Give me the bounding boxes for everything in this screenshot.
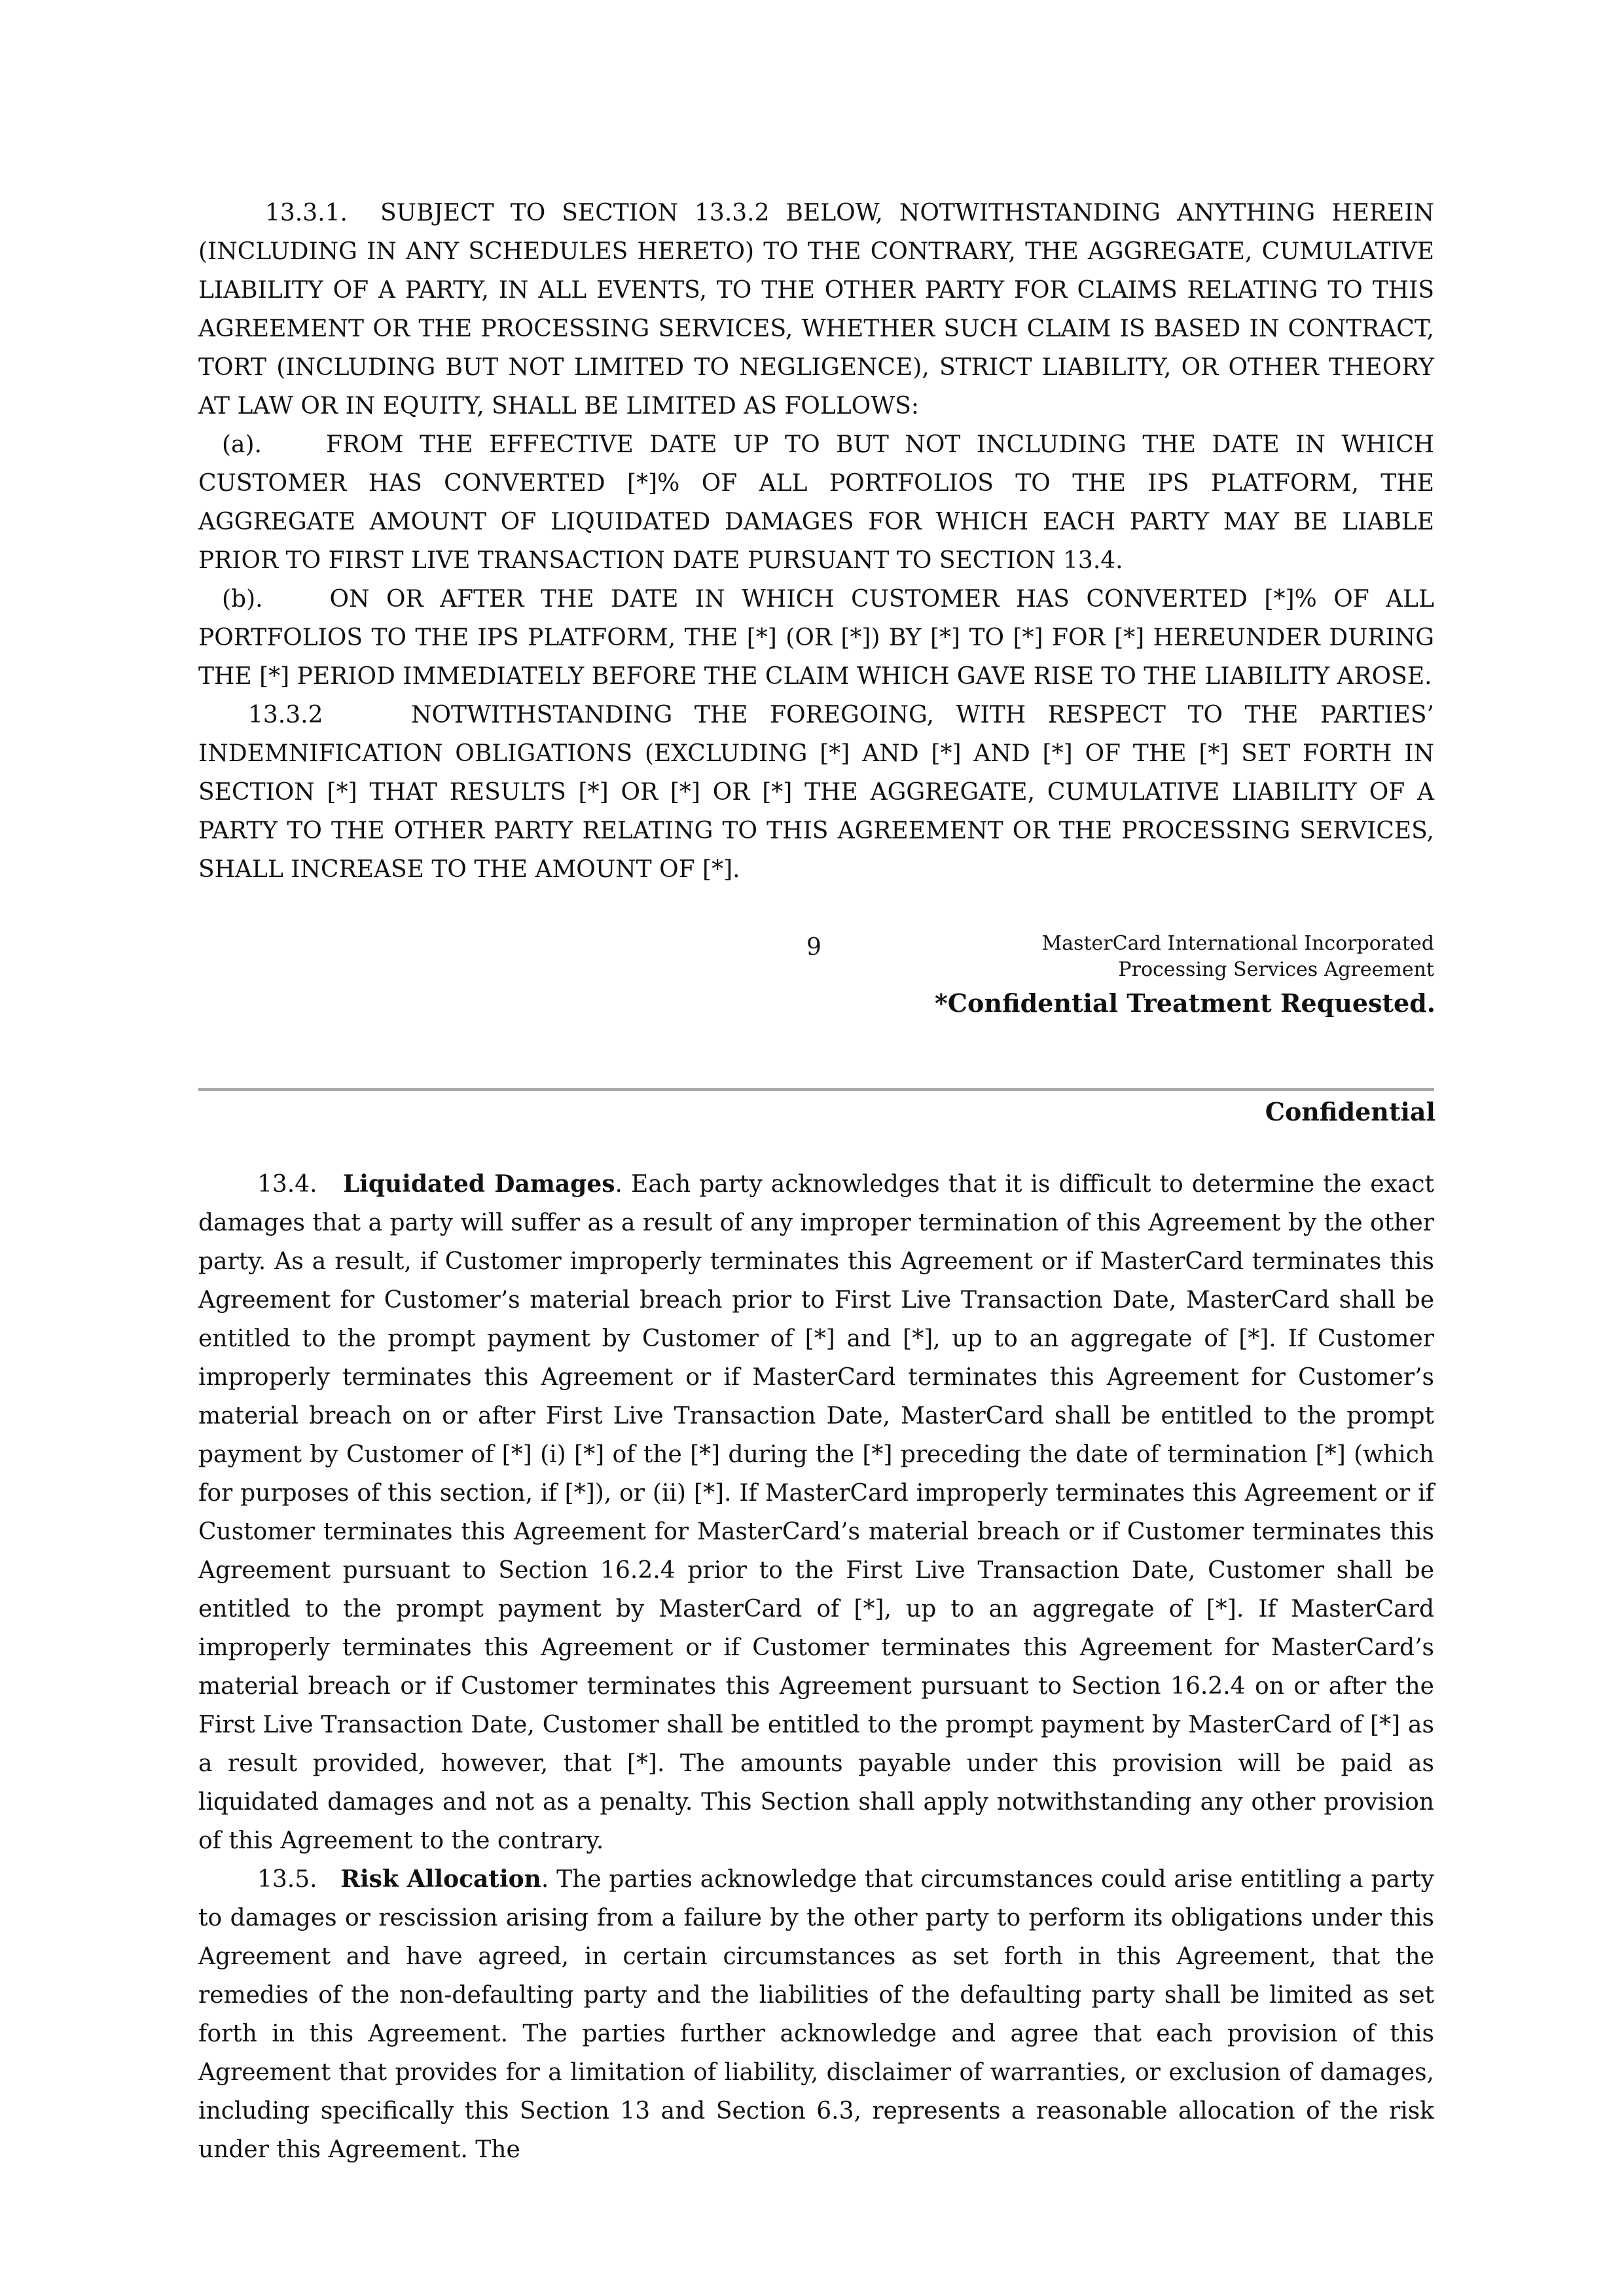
paragraph-text: . Each party acknowledges that it is difficult to determine the exact damages that a party will suffer as a result of any improper termination of this Agreement by the other party. As a result, if Customer improperly terminates this Agreement or if MasterCard terminates this Agreement for Customer’s material breach prior to First Live Transaction Date, MasterCard shall be entitled to the prompt payment by Customer of [*] and [*], up to an aggregate of [*]. If Customer improperly terminates this Agreement or if MasterCard terminates this Agreement for Customer’s material breach on or after First Live Transaction Date, MasterCard shall be entitled to the prompt payment by Customer of [*] (i) [*] of the [*] during the [*] preceding the date of termination [*] (which for purposes of this section, if [*]), or (ii) [*]. If MasterCard improperly terminates this Agreement or if Customer terminates this Agreement for MasterCard’s material breach or if Customer terminates this Agreement pursuant to Section 16.2.4 prior to the First Live Transaction Date, Customer shall be entitled to the prompt payment by MasterCard of [*], up to an aggregate of [*]. If MasterCard improperly terminates this Agreement or if Customer terminates this Agreement for MasterCard’s material breach or if Customer terminates this Agreement pursuant to Section 16.2.4 on or after the First Live Transaction Date, Customer shall be entitled to the prompt payment by MasterCard of [*] as a result provided, however, that [*]. The amounts payable under this provision will be paid as liquidated damages and not as a penalty. This Section shall apply notwithstanding any other provision of this Agreement to the contrary.	[198, 1171, 1434, 1854]
paragraph-text: SUBJECT TO SECTION 13.3.2 BELOW, NOTWITHSTANDING ANYTHING HEREIN (INCLUDING IN ANY SCHEDULES HERETO) TO THE CONTRARY, THE AGGREGATE, CUMULATIVE LIABILITY OF A PARTY, IN ALL EVENTS, TO THE OTHER PARTY FOR CLAIMS RELATING TO THIS AGREEMENT OR THE PROCESSING SERVICES, WHETHER SUCH CLAIM IS BASED IN CONTRACT, TORT (INCLUDING BUT NOT LIMITED TO NEGLIGENCE), STRICT LIABILITY, OR OTHER THEORY AT LAW OR IN EQUITY, SHALL BE LIMITED AS FOLLOWS:	[198, 200, 1434, 420]
paragraph-text: . The parties acknowledge that circumstances could arise entitling a party to damages or rescission arising from a failure by the other party to perform its obligations under this Agreement and have agreed, in certain circumstances as set forth in this Agreement, that the remedies of the non-defaulting party and the liabilities of the defaulting party shall be limited as set forth in this Agreement. The parties further acknowledge and agree that each provision of this Agreement that provides for a limitation of liability, disclaimer of warranties, or exclusion of damages, including specifically this Section 13 and Section 6.3, represents a reasonable allocation of the risk under this Agreement. The	[198, 1866, 1434, 2163]
page-number: 9	[806, 934, 821, 961]
footer-company-block	[1041, 931, 1434, 983]
section-title: Liquidated Damages	[342, 1170, 615, 1198]
subsection-label: (a).	[222, 431, 262, 458]
section-number: 13.5.	[257, 1866, 317, 1893]
subsection-label: (b).	[222, 586, 263, 613]
footer-agreement: Processing Services Agreement	[1118, 958, 1434, 981]
section-title: Risk Allocation	[340, 1865, 541, 1893]
section-number: 13.3.1.	[265, 200, 348, 226]
paragraph-text: NOTWITHSTANDING THE FOREGOING, WITH RESPECT TO THE PARTIES’ INDEMNIFICATION OBLIGATIONS (EXCLUDING [*] AND [*] AND [*] OF THE [*] SET FORTH IN SECTION [*] THAT RESULTS [*] OR [*] OR [*] THE AGGREGATE, CUMULATIVE LIABILITY OF A PARTY TO THE OTHER PARTY RELATING TO THIS AGREEMENT OR THE PROCESSING SERVICES, SHALL INCREASE TO THE AMOUNT OF [*].	[198, 702, 1434, 883]
paragraph-13-3-1	[198, 194, 1434, 425]
paragraph-13-3-1-b	[198, 580, 1434, 696]
paragraph-text: ON OR AFTER THE DATE IN WHICH CUSTOMER HAS CONVERTED [*]% OF ALL PORTFOLIOS TO THE IPS PLATFORM, THE [*] (OR [*]) BY [*] TO [*] FOR [*] HEREUNDER DURING THE [*] PERIOD IMMEDIATELY BEFORE THE CLAIM WHICH GAVE RISE TO THE LIABILITY AROSE.	[198, 586, 1434, 690]
paragraph-13-3-1-a	[198, 425, 1434, 580]
footer-company: MasterCard International Incorporated	[1041, 932, 1434, 955]
lower-page-content	[198, 1165, 1434, 2169]
paragraph-13-3-2	[198, 696, 1434, 889]
confidential-treatment-notice: *Confidential Treatment Requested.	[934, 988, 1435, 1018]
section-number: 13.4.	[257, 1171, 317, 1198]
section-number: 13.3.2	[248, 702, 323, 728]
page-divider	[198, 1088, 1434, 1091]
paragraph-13-5	[198, 1860, 1434, 2169]
upper-page-content	[198, 194, 1434, 889]
paragraph-text: FROM THE EFFECTIVE DATE UP TO BUT NOT INCLUDING THE DATE IN WHICH CUSTOMER HAS CONVERTED [*]% OF ALL PORTFOLIOS TO THE IPS PLATFORM, THE AGGREGATE AMOUNT OF LIQUIDATED DAMAGES FOR WHICH EACH PARTY MAY BE LIABLE PRIOR TO FIRST LIVE TRANSACTION DATE PURSUANT TO SECTION 13.4.	[198, 431, 1435, 574]
paragraph-13-4	[198, 1165, 1434, 1860]
confidential-header: Confidential	[1265, 1097, 1435, 1126]
